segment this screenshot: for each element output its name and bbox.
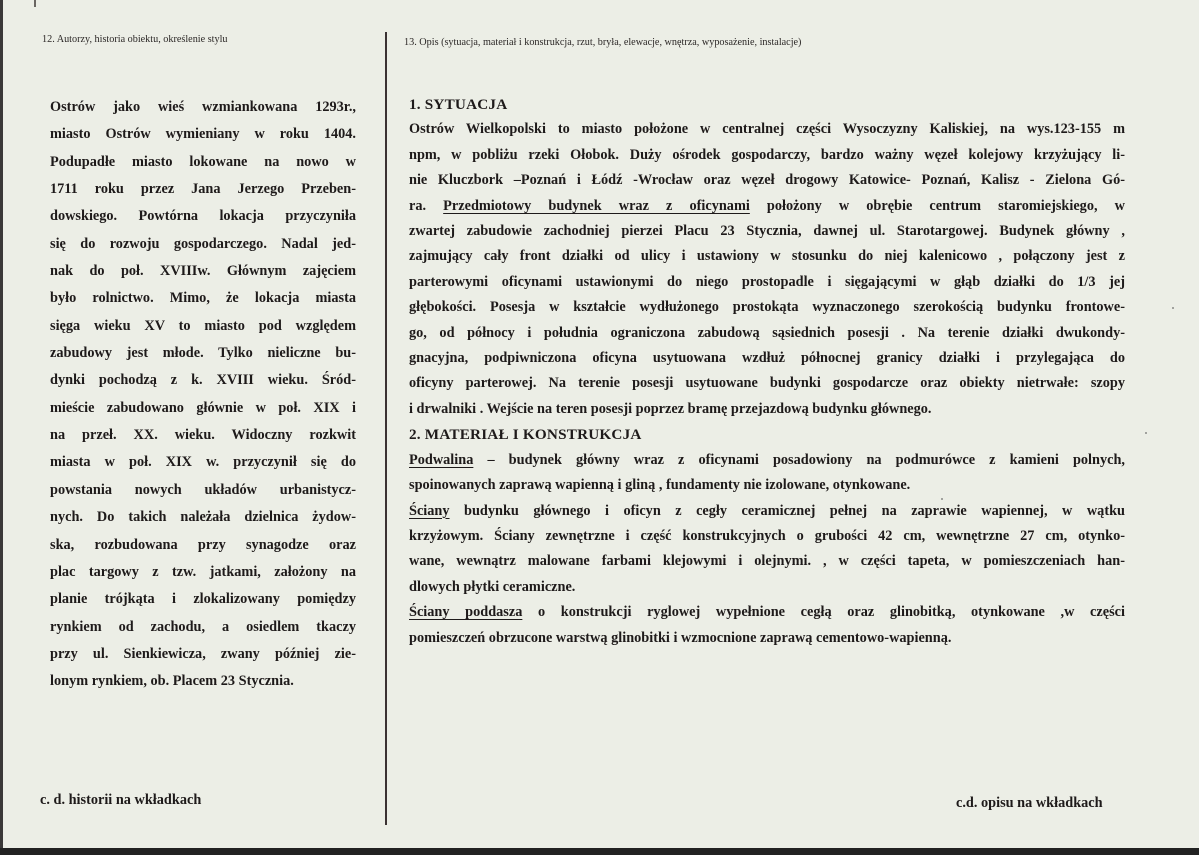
- history-text: [50, 94, 356, 696]
- description-text: [409, 92, 1125, 651]
- text-line: przy ul. Sienkiewicza, zwany później zie-: [50, 645, 356, 662]
- text-line: dlowych płytki ceramiczne.: [409, 578, 576, 595]
- text-fragment: ra.: [409, 197, 444, 214]
- text-line: miasta w poł. XIX w. przyczynił się do: [50, 454, 356, 471]
- text-line: krzyżowym. Ściany zewnętrzne i część konstrukcyjnych o grubości 42 cm, wewnętrzne 27 cm, otynko-: [409, 527, 1125, 544]
- term-sciany: Ściany: [409, 502, 450, 519]
- text-line: dowskiego. Powtórna lokacja przyczyniła: [50, 208, 356, 225]
- text-line: wane, wewnątrz malowane farbami klejowymi i olejnymi. , w części tapeta, w pomieszczeniach han-: [409, 553, 1125, 570]
- text-line: spoinowanych zaprawą wapienną i gliną , fundamenty nie izolowane, otynkowane.: [409, 477, 911, 494]
- text-fragment: o konstrukcji ryglowej wypełnione cegłą oraz glinobitką, otynkowane ,w części: [522, 604, 1125, 621]
- text-line: oficyny parterowej. Na terenie posesji usytuowane budynki gospodarcze oraz obiekty nietrwałe: szopy: [409, 375, 1125, 392]
- text-line: lonym rynkiem, ob. Placem 23 Stycznia.: [50, 673, 294, 690]
- text-line: nych. Do takich należała dzielnica żydow-: [50, 509, 356, 526]
- scan-left-edge: [0, 0, 3, 855]
- text-line: pomieszczeń obrzucone warstwą glinobitki i wzmocnione zaprawą cementowo-wapienną.: [409, 629, 952, 646]
- history-continuation-note: c. d. historii na wkładkach: [40, 792, 202, 808]
- text-line: sięga wieku XV to miasto pod względem: [50, 317, 356, 334]
- text-line: Ostrów Wielkopolski to miasto położone w centralnej części Wysoczyzny Kaliskiej, na wys.123-155 m: [409, 121, 1125, 138]
- text-line: miasto Ostrów wymieniany w roku 1404.: [50, 126, 356, 143]
- text-line: powstania nowych układów urbanistycz-: [50, 481, 356, 498]
- text-line: gnacyjna, podpiwniczona oficyna usytuowana wzdłuż północnej granicy działki i przylegająca do: [409, 350, 1125, 367]
- text-fragment: położony w obrębie centrum staromiejskiego, w: [749, 197, 1125, 214]
- text-line: Ostrów jako wieś wzmiankowana 1293r.,: [50, 99, 356, 115]
- right-panel-header: 13. Opis (sytuacja, materiał i konstrukcja, rzut, bryła, elewacje, wnętrza, wyposażenie, instalacje): [404, 37, 802, 48]
- underlined-phrase: Przedmiotowy budynek wraz z oficynami: [443, 197, 750, 214]
- term-podwalina: Podwalina: [409, 451, 474, 468]
- text-line: plac targowy z tzw. jatkami, założony na: [50, 563, 356, 580]
- left-panel-header: 12. Autorzy, historia obiektu, określenie stylu: [42, 34, 228, 45]
- text-line: [409, 448, 1125, 473]
- scan-speck: [941, 498, 943, 500]
- text-line: npm, w pobliżu rzeki Ołobok. Duży ośrodek gospodarczy, bardzo ważny węzeł kolejowy krzyżujący li-: [409, 146, 1125, 163]
- text-line: nie Kluczbork –Poznań i Łódź -Wrocław oraz węzeł drogowy Katowice- Poznań, Kalisz - Zielona Gó-: [409, 172, 1125, 189]
- text-line: mieście zabudowano głównie w poł. XIX i: [50, 399, 356, 416]
- text-line: na przeł. XX. wieku. Widoczny rozkwit: [50, 427, 356, 444]
- description-continuation-note: c.d. opisu na wkładkach: [956, 795, 1103, 811]
- text-line: 1711 roku przez Jana Jerzego Przeben-: [50, 181, 356, 198]
- text-line: go, od północy i południa ograniczona zabudową sąsiednich posesji . Na terenie działki dwukondy-: [409, 324, 1125, 341]
- text-line: planie trójkąta i zlokalizowany pomiędzy: [50, 591, 356, 608]
- text-line: i drwalniki . Wejście na teren posesji poprzez bramę przejazdową budynku głównego.: [409, 400, 932, 417]
- text-line: było rolnictwo. Mimo, że lokacja miasta: [50, 290, 356, 307]
- scan-mark: [34, 0, 36, 7]
- text-line: zabudowy jest młode. Tylko nieliczne bu-: [50, 345, 356, 362]
- section-heading-material: 2. MATERIAŁ I KONSTRUKCJA: [409, 426, 642, 444]
- text-line: [409, 499, 1125, 524]
- column-divider: [385, 32, 387, 825]
- text-line: [409, 194, 1125, 219]
- text-line: głębokości. Posesja w kształcie wydłużonego prostokąta wyznaczonego szerokością budynku frontowe-: [409, 299, 1125, 316]
- text-line: ska, rozbudowana przy synagodze oraz: [50, 536, 356, 553]
- text-line: rynkiem od zachodu, a osiedlem tkaczy: [50, 618, 356, 635]
- scan-speck: [1145, 432, 1147, 434]
- text-line: zajmujący cały front działki od ulicy i ustawiony w stosunku do niej kalenicowo , połączony jest z: [409, 248, 1125, 265]
- text-line: parterowymi oficynami ustawionymi do niego prostopadle i sięgającymi w głąb działki do 1/3 jej: [409, 273, 1125, 290]
- section-heading-situation: 1. SYTUACJA: [409, 96, 508, 113]
- text-line: [409, 600, 1125, 625]
- text-line: Podupadłe miasto lokowane na nowo w: [50, 153, 356, 170]
- text-fragment: budynku głównego i oficyn z cegły ceramicznej pełnej na zaprawie wapiennej, w wątku: [449, 502, 1125, 519]
- text-line: zwartej zabudowie zachodniej pierzei Placu 23 Stycznia, dawnej ul. Starotargowej. Budynek główny ,: [409, 223, 1125, 240]
- text-fragment: – budynek główny wraz z oficynami posadowiony na podmurówce z kamieni polnych,: [473, 451, 1125, 468]
- text-line: nak do poł. XVIIIw. Głównym zajęciem: [50, 263, 356, 280]
- term-sciany-poddasza: Ściany poddasza: [409, 604, 523, 621]
- text-line: się do rozwoju gospodarczego. Nadal jed-: [50, 235, 356, 252]
- text-line: dynki pochodzą z k. XVIII wieku. Śród-: [50, 372, 356, 389]
- scan-speck: [1172, 307, 1174, 309]
- scan-bottom-edge: [0, 848, 1199, 855]
